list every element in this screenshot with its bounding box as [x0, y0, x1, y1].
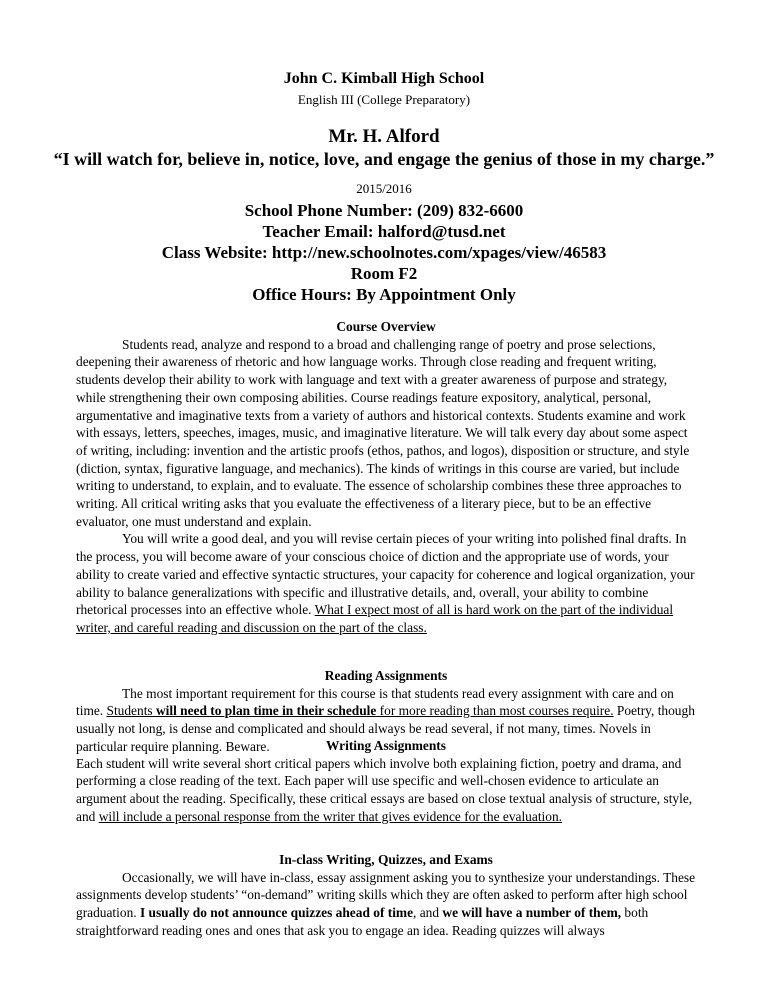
- reading-assignments-heading: Reading Assignments: [324, 668, 448, 683]
- reading-text-5: Poetry, though usually not long, is dense and complicated and should always be read several, if not many, times. Novels in particular require planning. Beware.: [76, 703, 695, 754]
- reading-text-3: will need to plan time in their schedule: [155, 703, 377, 719]
- course-name: English III (College Preparatory): [297, 92, 471, 107]
- class-website: Class Website: http://new.schoolnotes.com/xpages/view/46583: [161, 243, 607, 262]
- inclass-text-1: Occasionally, we will have in-class, essay assignment asking you to synthesize your understandings. These assignments develop students’ “on-demand” writing skills which they are often asked to perform after high school graduation.: [76, 869, 696, 921]
- writing-text-2: will include a personal response from the writer that gives evidence for the evaluation.: [98, 808, 562, 824]
- inclass-writing-paragraph: [76, 869, 696, 940]
- writing-assignments-section: [76, 737, 696, 826]
- course-overview-paragraph-1: Students read, analyze and respond to a broad and challenging range of poetry and prose selections, deepening their awareness of rhetoric and how language works. Through close reading and frequent writing, students develop their ability to work with language and text with a greater awareness of purpose and strategy, while strengthening their own composing abilities. Course readings feature expository, analytical, personal, argumentative and imaginative texts from a variety of authors and historical contexts. Students examine and work with essays, letters, speeches, images, music, and imaginative literature. We will talk every day about some aspect of writing, including: invention and the artistic proofs (ethos, pathos, and logos), disposition or structure, and style (diction, syntax, figurative language, and mechanics). The kinds of writings in this course are varied, but include writing to understand, to explain, and to evaluate. The essence of scholarship combines these three approaches to writing. All critical writing asks that you evaluate the effectiveness of a literary piece, but to be an effective evaluator, one must understand and explain.: [76, 336, 690, 529]
- inclass-text-2: I usually do not announce quizzes ahead of time: [139, 905, 414, 921]
- course-overview-paragraph-2: [76, 530, 696, 636]
- reading-text-2: Students: [106, 703, 156, 719]
- inclass-writing-section: [76, 851, 696, 940]
- reading-text-1: The most important requirement for this course is that students read every assignment with care and on time.: [76, 685, 674, 719]
- course-overview-section: [76, 318, 696, 637]
- writing-assignments-heading: Writing Assignments: [326, 738, 446, 753]
- overview-expectation-underlined: What I expect most of all is hard work on the part of the individual writer, and careful reading and discussion on the part of the class.: [76, 602, 674, 635]
- writing-text-1: Each student will write several short critical papers which involve both explaining fiction, poetry and drama, and performing a close reading of the text. Each paper will use specific and well-chosen evidence to articulate an argument about the reading. Specifically, these critical essays are based on close textual analysis of structure, style, and: [76, 755, 693, 824]
- course-overview-heading: Course Overview: [336, 319, 436, 334]
- school-year: 2015/2016: [356, 181, 412, 196]
- inclass-writing-heading: In-class Writing, Quizzes, and Exams: [279, 852, 493, 867]
- inclass-text-4: we will have a number of them,: [442, 905, 622, 921]
- school-name: John C. Kimball High School: [283, 70, 485, 87]
- teacher-email: Teacher Email: halford@tusd.net: [262, 222, 506, 241]
- writing-assignments-paragraph: [76, 755, 696, 826]
- office-hours: Office Hours: By Appointment Only: [252, 285, 516, 304]
- teacher-name: Mr. H. Alford: [328, 126, 440, 147]
- teacher-motto: “I will watch for, believe in, notice, love, and engage the genius of those in my charge.”: [53, 149, 715, 169]
- overview-p2-text: You will write a good deal, and you will revise certain pieces of your writing into polished final drafts. In the process, you will become aware of your conscious choice of diction and the appropriate use of words, your ability to create varied and effective syntactic structures, your capacity for coherence and logical organization, your ability to balance generalizations with specific and illustrative details, and, overall, your ability to combine rhetorical processes into an effective whole.: [76, 531, 695, 618]
- inclass-text-3: , and: [413, 905, 443, 921]
- room-number: Room F2: [350, 264, 418, 283]
- school-phone: School Phone Number: (209) 832-6600: [244, 201, 524, 220]
- inclass-text-5: both straightforward reading ones and ones that ask you to engage an idea. Reading quizzes will always: [76, 905, 649, 938]
- reading-text-4: for more reading than most courses require.: [376, 703, 614, 719]
